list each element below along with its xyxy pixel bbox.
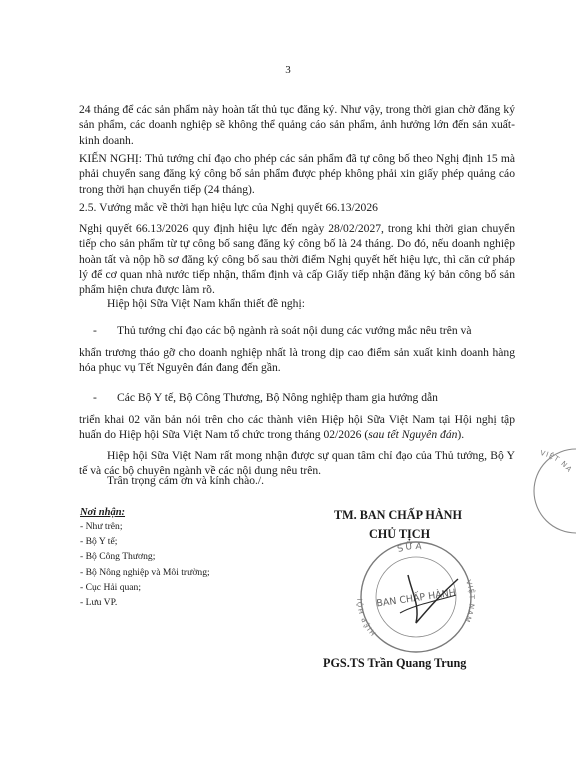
bullet-2-first-line: Các Bộ Y tế, Bộ Công Thương, Bộ Nông nghiệp tham gia hướng dẫn: [117, 391, 438, 404]
paragraph-recommendation: KIẾN NGHỊ: Thủ tướng chỉ đạo cho phép các sản phẩm đã tự công bố theo Nghị định 15 mà phải chuyển sang đăng ký công bố sản phẩm được phép không phải xin giấy phép quảng cáo trong thời hạn chuyển tiếp (24 tháng).: [79, 152, 515, 196]
bullet-dash: -: [93, 324, 97, 337]
section-heading-2-5: 2.5. Vướng mắc về thời hạn hiệu lực của Nghị quyết 66.13/2026: [79, 201, 378, 214]
bullet-1-first-line: Thủ tướng chỉ đạo các bộ ngành rà soát nội dung các vướng mắc nêu trên và: [117, 324, 472, 337]
request-intro: Hiệp hội Sữa Việt Nam khẩn thiết đề nghị:: [107, 297, 305, 310]
bullet-dash: -: [93, 391, 97, 404]
recipient-item: - Lưu VP.: [80, 597, 118, 609]
recipients-list: [80, 519, 210, 610]
signature-organization: TM. BAN CHẤP HÀNH: [334, 508, 462, 522]
regards-line: Trân trọng cám ơn và kính chào./.: [107, 474, 265, 487]
association-seal: [346, 535, 486, 653]
seal-left-text: HIỆP HỘI: [356, 597, 378, 638]
paragraph-transition-impact: 24 tháng để các sản phẩm này hoàn tất thủ tục đăng ký. Như vậy, trong thời gian chờ đăng ký sản phẩm, các doanh nghiệp sẽ không thể quảng cáo sản phẩm, ảnh hưởng lớn đến sản xuất-kinh doanh.: [79, 103, 515, 147]
signature-title: CHỦ TỊCH: [369, 527, 431, 541]
bullet-1-continuation: khẩn trương tháo gỡ cho doanh nghiệp nhất là trong dịp cao điểm sản xuất kinh doanh hàng hóa phục vụ Tết Nguyên đán đang đến gần.: [79, 346, 515, 375]
recipient-item: - Bộ Công Thương;: [80, 551, 156, 563]
recipient-item: - Bộ Nông nghiệp và Môi trường;: [80, 566, 210, 578]
paragraph-resolution-validity: Nghị quyết 66.13/2026 quy định hiệu lực đến ngày 28/02/2027, trong khi thời gian chuyển tiếp cho sản phẩm từ tự công bố sang đăng ký công bố là 24 tháng. Do đó, nếu doanh nghiệp hoàn tất và nộp hồ sơ đăng ký công bố sau thời điểm Nghị quyết hết hiệu lực, thì căn cứ pháp lý để cơ quan nhà nước tiếp nhận, thẩm định và cấp Giấy tiếp nhận đăng ký bản công bố sản phẩm hiện chưa được làm rõ.: [79, 222, 515, 297]
seal-middle-text: BAN CHẤP HÀNH: [375, 587, 457, 610]
edge-seal: [528, 445, 576, 537]
bullet-2-text-a: triển khai 02 văn bản nói trên cho các thành viên Hiệp hội Sữa Việt Nam tại Hội nghị tập huấn do Hiệp hội Sữa Việt Nam tổ chức trong tháng 02/2026 (: [79, 413, 515, 442]
bullet-2-continuation: [79, 412, 515, 443]
page-number: 3: [285, 64, 291, 76]
recipient-item: - Bộ Y tế;: [80, 536, 118, 548]
seal-top-text: SỮA: [396, 541, 424, 556]
signatory-name: PGS.TS Trần Quang Trung: [323, 656, 467, 670]
bullet-2-italic-note: sau tết Nguyên đán: [368, 428, 458, 442]
recipient-item: - Cục Hải quan;: [80, 581, 142, 593]
seal-right-text: VIỆT NAM: [462, 578, 476, 625]
recipients-title: Nơi nhận:: [80, 507, 126, 518]
paragraph-closing: Hiệp hội Sữa Việt Nam rất mong nhận được sự quan tâm chỉ đạo của Thủ tướng, Bộ Y tế và các bộ chuyên ngành về các nội dung nêu trên.: [79, 449, 515, 478]
recipient-item: - Như trên;: [80, 521, 123, 532]
edge-seal-text: VIỆT NA: [539, 449, 574, 475]
bullet-2-text-b: ).: [457, 428, 465, 442]
